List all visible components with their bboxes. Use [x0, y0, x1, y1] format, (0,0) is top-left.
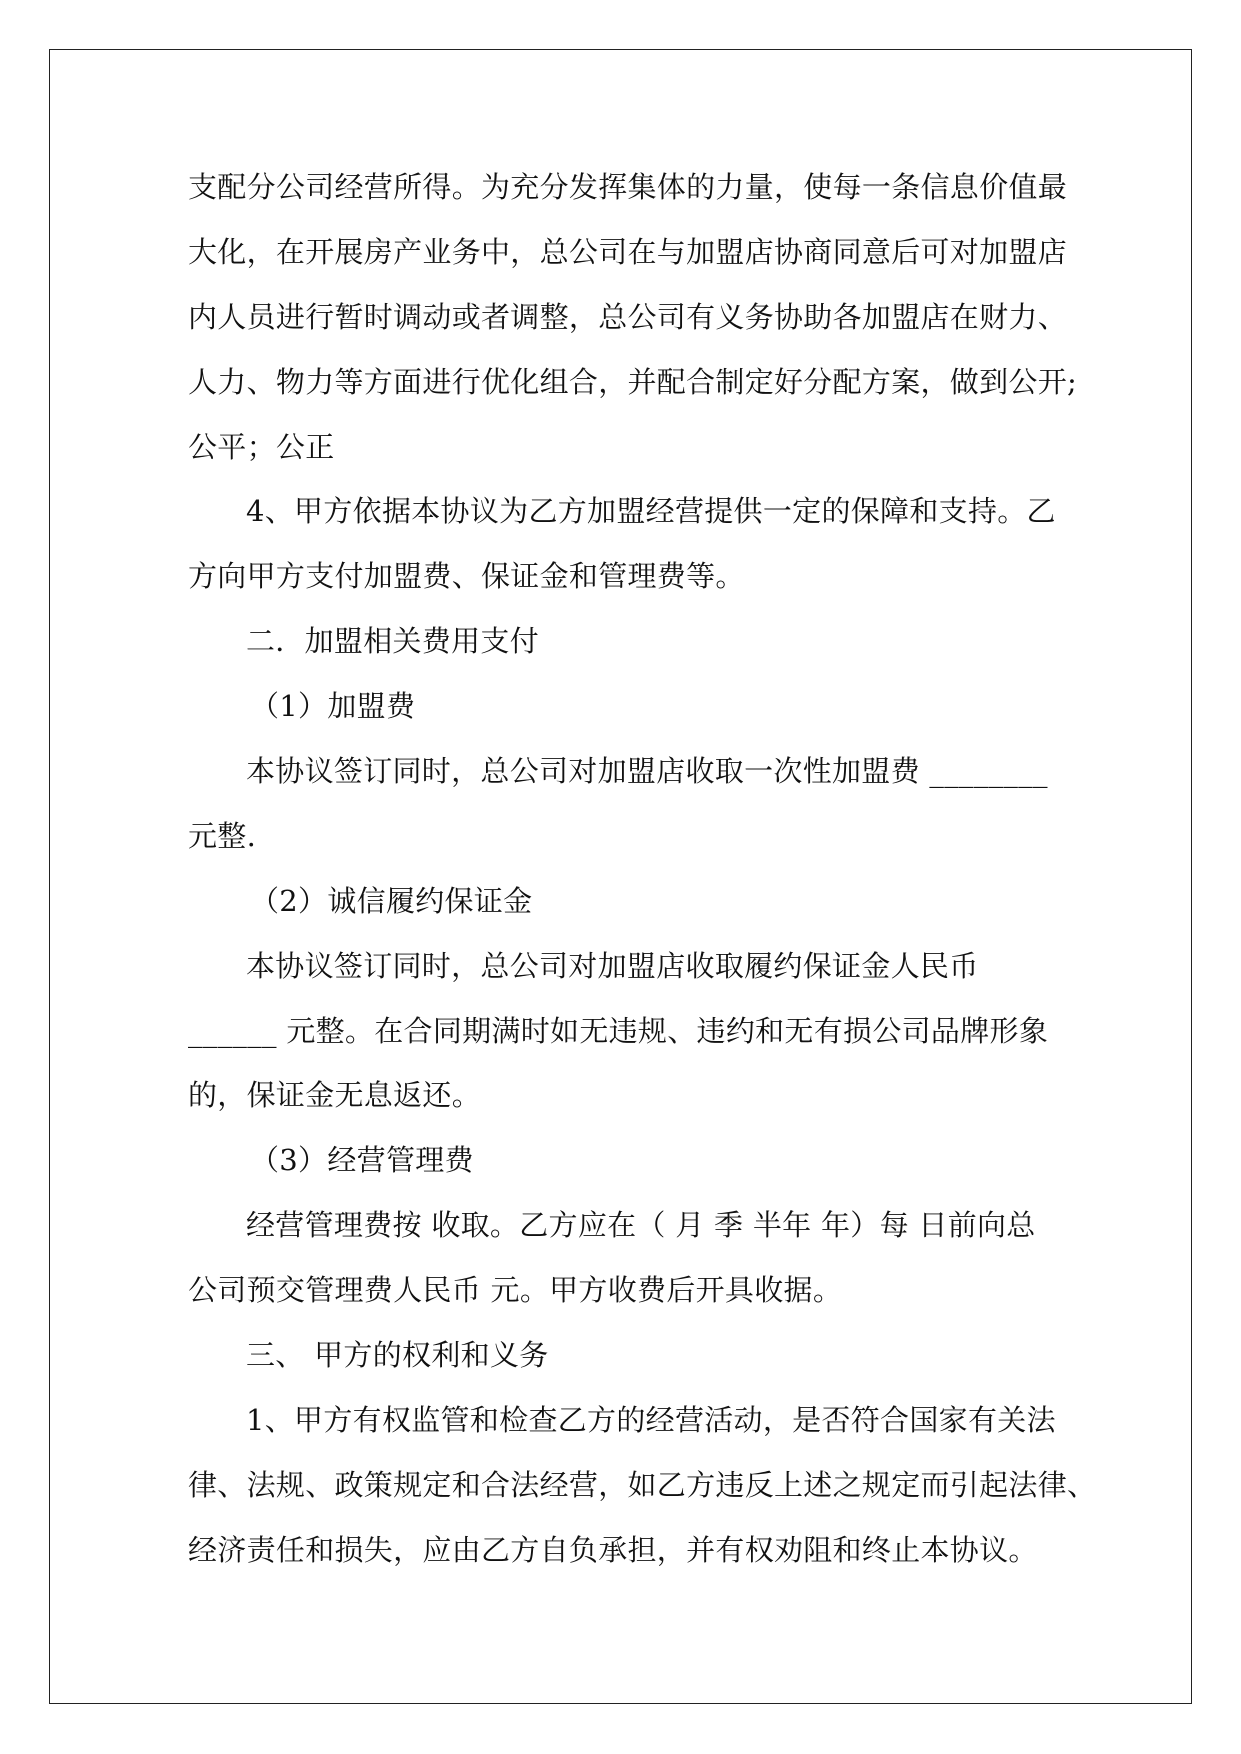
clause-4-line-2: 方向甲方支付加盟费、保证金和管理费等。	[188, 559, 745, 594]
clause-4-line-1: 4、甲方依据本协议为乙方加盟经营提供一定的保障和支持。乙	[246, 494, 1056, 529]
management-fee-line-2: 公司预交管理费人民币 元。甲方收费后开具收据。	[188, 1273, 843, 1308]
section-3-clause-1-line-2: 律、法规、政策规定和合法经营，如乙方违反上述之规定而引起法律、	[188, 1467, 1097, 1502]
deposit-line-1: 本协议签订同时，总公司对加盟店收取履约保证金人民币	[246, 948, 979, 983]
management-fee-line-1: 经营管理费按 收取。乙方应在（ 月 季 半年 年）每 日前向总	[246, 1208, 1036, 1243]
franchise-fee-line-2: 元整.	[188, 818, 257, 853]
section-3-heading: 三、 甲方的权利和义务	[246, 1338, 549, 1373]
text-line-3: 内人员进行暂时调动或者调整，总公司有义务协助各加盟店在财力、	[188, 299, 1068, 334]
deposit-line-2: ______ 元整。在合同期满时如无违规、违约和无有损公司品牌形象	[188, 1013, 1049, 1048]
document-body	[188, 155, 1097, 1583]
text-line-2: 大化，在开展房产业务中，总公司在与加盟店协商同意后可对加盟店	[188, 234, 1068, 269]
text-line-4: 人力、物力等方面进行优化组合，并配合制定好分配方案，做到公开;	[188, 364, 1078, 399]
item-2-heading: （2）诚信履约保证金	[250, 883, 533, 918]
deposit-line-3: 的，保证金无息返还。	[188, 1078, 482, 1113]
section-3-clause-1-line-3: 经济责任和损失，应由乙方自负承担，并有权劝阻和终止本协议。	[188, 1532, 1038, 1567]
text-line-5: 公平；公正	[188, 429, 335, 464]
section-2-heading: 二．加盟相关费用支付	[246, 624, 540, 659]
section-3-clause-1-line-1: 1、甲方有权监管和检查乙方的经营活动，是否符合国家有关法	[246, 1402, 1056, 1437]
text-line-1: 支配分公司经营所得。为充分发挥集体的力量，使每一条信息价值最	[188, 170, 1068, 204]
item-1-heading: （1）加盟费	[250, 689, 416, 724]
item-3-heading: （3）经营管理费	[250, 1143, 474, 1178]
franchise-fee-line-1: 本协议签订同时，总公司对加盟店收取一次性加盟费 ________	[246, 754, 1048, 789]
